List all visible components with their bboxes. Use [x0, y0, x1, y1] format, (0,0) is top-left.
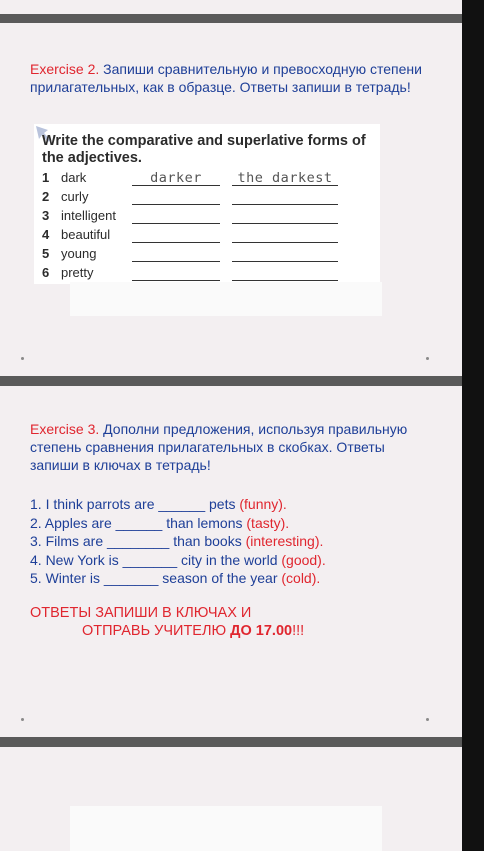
worksheet-row: 5 young [42, 246, 372, 264]
superlative-blank [232, 227, 338, 243]
top-strip [0, 0, 462, 14]
slide-dot-right [426, 357, 429, 360]
comparative-blank [132, 246, 220, 262]
worksheet-row: 1 dark darker the darkest [42, 170, 372, 188]
worksheet-row: 2 curly [42, 189, 372, 207]
worksheet-row: 3 intelligent [42, 208, 372, 226]
slide-dot-left [21, 357, 24, 360]
comparative-blank [132, 208, 220, 224]
separator-top [0, 14, 462, 23]
superlative-blank: the darkest [232, 170, 338, 186]
worksheet-heading: Write the comparative and superlative forms of the adjectives. [42, 133, 366, 166]
exercise2-label: Exercise 2. [30, 61, 100, 77]
exercise3-instruction: Дополни предложения, используя правильную степень сравнения прилагательных в скобках. Ответы запиши в ключах в тетрадь! [30, 421, 408, 473]
worksheet-row: 6 pretty [42, 265, 372, 283]
deadline: ДО 17.00 [230, 623, 293, 639]
note-line-1: ОТВЕТЫ ЗАПИШИ В КЛЮЧАХ И [30, 605, 252, 621]
scrollbar-track[interactable] [462, 0, 484, 851]
exercise2-title [30, 60, 430, 96]
sentence: 1. I think parrots are ______ pets (funny). [30, 496, 287, 512]
comparative-blank [132, 227, 220, 243]
superlative-blank [232, 208, 338, 224]
sentence: 3. Films are ________ than books (interesting). [30, 533, 324, 549]
superlative-blank [232, 265, 338, 281]
slide-3-content [70, 806, 382, 851]
worksheet-shadow [70, 282, 382, 316]
separator-middle [0, 376, 462, 386]
exercise3-label: Exercise 3. [30, 421, 100, 437]
slide-dot-right [426, 718, 429, 721]
slide-dot-left [21, 718, 24, 721]
note-line-2: ОТПРАВЬ УЧИТЕЛЮ ДО 17.00!!! [82, 623, 305, 639]
worksheet-image [34, 124, 380, 284]
separator-bottom [0, 737, 462, 747]
submission-note [30, 604, 360, 640]
superlative-blank [232, 189, 338, 205]
exercise2-instruction: Запиши сравнительную и превосходную степени прилагательных, как в образце. Ответы запиши в тетрадь! [30, 61, 422, 95]
sentence: 5. Winter is _______ season of the year (cold). [30, 570, 321, 586]
exercise3-title [30, 420, 430, 474]
comparative-blank: darker [132, 170, 220, 186]
superlative-blank [232, 246, 338, 262]
comparative-blank [132, 189, 220, 205]
worksheet-row: 4 beautiful [42, 227, 372, 245]
sentence: 4. New York is _______ city in the world (good). [30, 551, 326, 568]
sentence: 2. Apples are ______ than lemons (tasty). [30, 514, 290, 531]
comparative-blank [132, 265, 220, 281]
exercise3-sentences [30, 495, 326, 588]
